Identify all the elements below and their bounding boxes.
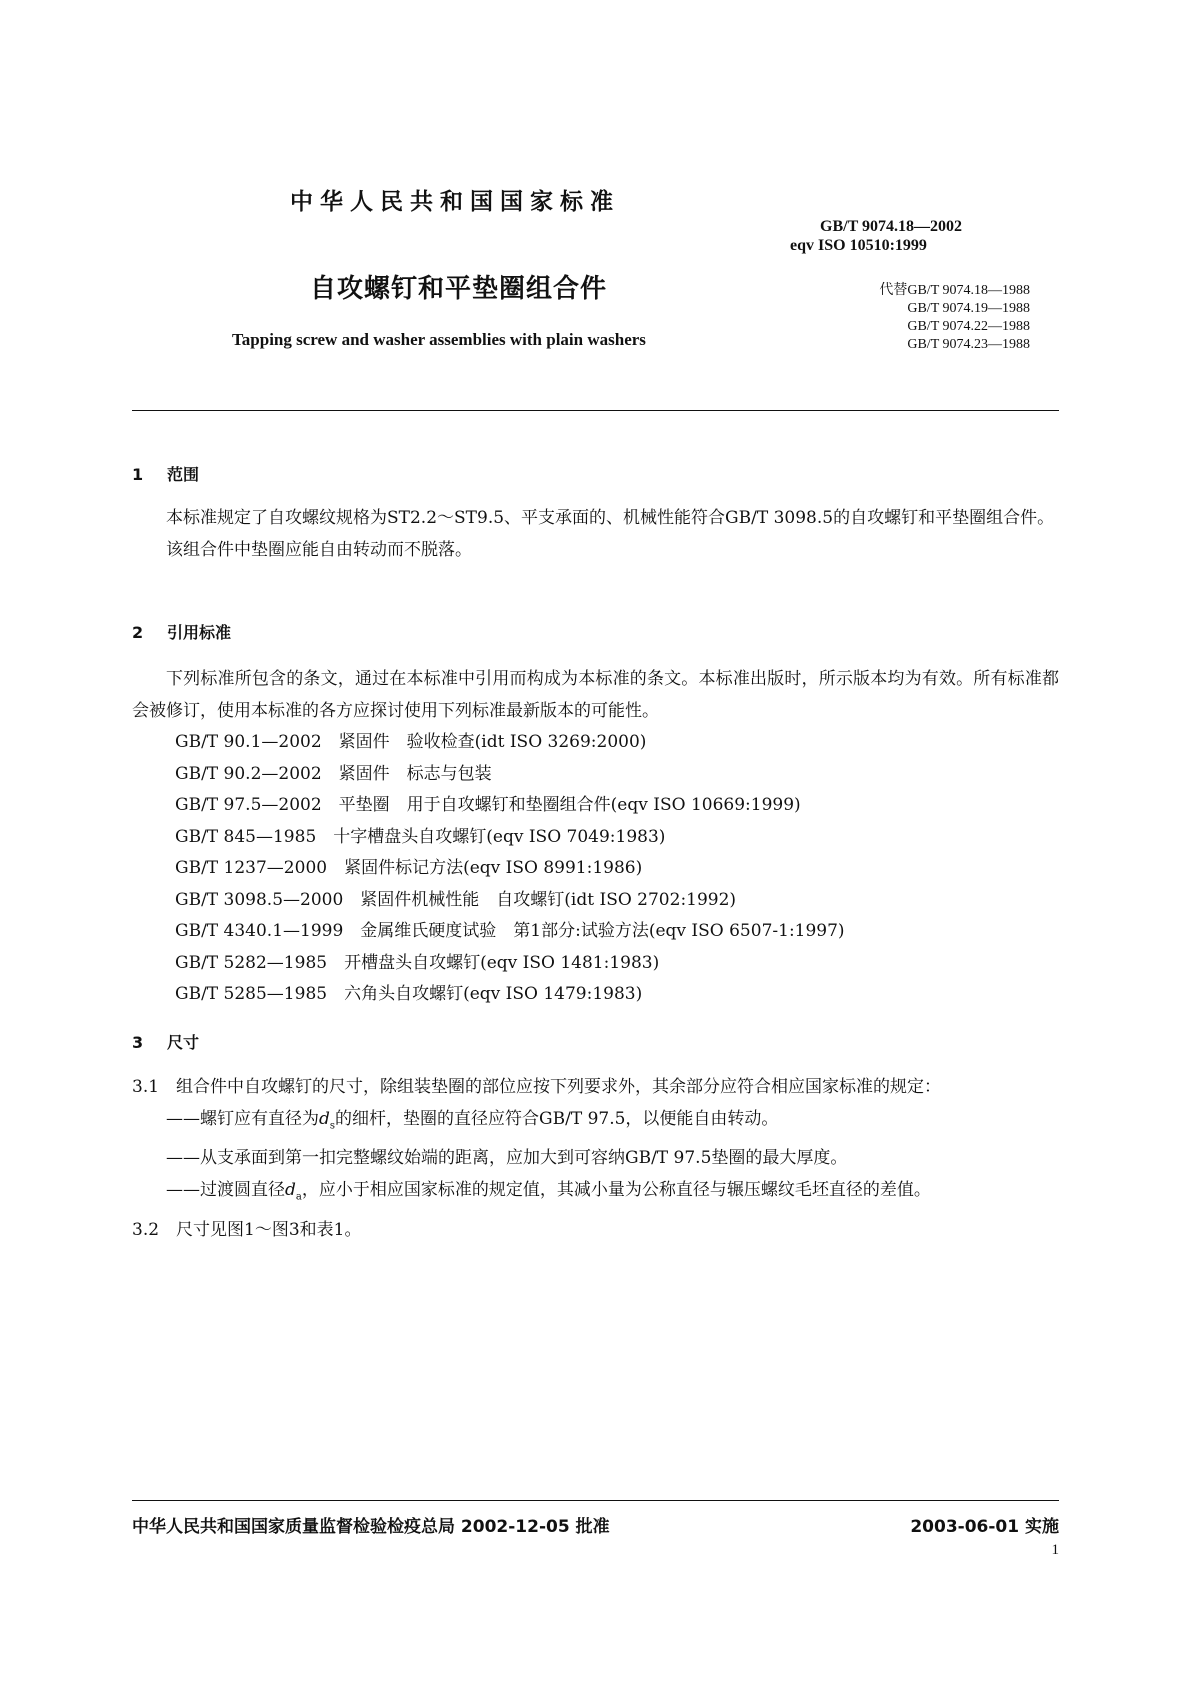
clause-text: 尺寸见图1～图3和表1。 bbox=[176, 1219, 362, 1240]
reference-item: GB/T 4340.1—1999 金属维氏硬度试验 第1部分:试验方法(eqv ISO 6507-1:1997) bbox=[175, 921, 845, 941]
approval-line: 中华人民共和国国家质量监督检验检疫总局 2002-12-05 批准 bbox=[132, 1517, 610, 1537]
replaces-line: GB/T 9074.19—1988 bbox=[907, 301, 1030, 316]
reference-item: GB/T 5285—1985 六角头自攻螺钉(eqv ISO 1479:1983) bbox=[175, 984, 643, 1004]
reference-item: GB/T 90.2—2002 紧固件 标志与包装 bbox=[175, 763, 492, 784]
dash-text: ——过渡圆直径 bbox=[166, 1180, 285, 1201]
symbol: d bbox=[319, 1109, 330, 1129]
section-3-body bbox=[132, 1071, 1059, 1246]
chinese-title: 自攻螺钉和平垫圈组合件 bbox=[310, 274, 608, 304]
clause-text: 组合件中自攻螺钉的尺寸，除组装垫圈的部位应按下列要求外，其余部分应符合相应国家标准的规定： bbox=[176, 1077, 942, 1097]
section-title: 引用标准 bbox=[167, 623, 232, 642]
replaces-line: 代替GB/T 9074.18—1988 bbox=[879, 283, 1030, 298]
national-standard-title: 中华人民共和国国家标准 bbox=[290, 189, 620, 215]
reference-item: GB/T 1237—2000 紧固件标记方法(eqv ISO 8991:1986) bbox=[175, 858, 643, 878]
replaces-line: GB/T 9074.22—1988 bbox=[907, 319, 1030, 334]
footer-divider bbox=[132, 1500, 1059, 1501]
reference-item: GB/T 3098.5—2000 紧固件机械性能 自攻螺钉(idt ISO 2702:1992) bbox=[175, 889, 737, 910]
dash-text: ，应小于相应国家标准的规定值，其减小量为公称直径与辗压螺纹毛坯直径的差值。 bbox=[301, 1180, 931, 1201]
section-title: 尺寸 bbox=[167, 1033, 200, 1052]
section-3-heading bbox=[132, 1030, 199, 1053]
clause-3-2 bbox=[132, 1214, 1059, 1246]
section-1-body bbox=[132, 502, 1059, 566]
dash-text: 的细杆，垫圈的直径应符合GB/T 97.5，以便能自由转动。 bbox=[335, 1109, 779, 1129]
symbol-subscript: s bbox=[329, 1120, 336, 1132]
paragraph: 本标准规定了自攻螺纹规格为ST2.2～ST9.5、平支承面的、机械性能符合GB/T 3098.5的自攻螺钉和平垫圈组合件。 bbox=[166, 508, 1055, 528]
dash-item bbox=[132, 1174, 1059, 1213]
replaces-line: GB/T 9074.23—1988 bbox=[907, 337, 1030, 352]
section-title: 范围 bbox=[167, 465, 200, 484]
paragraph: 下列标准所包含的条文，通过在本标准中引用而构成为本标准的条文。本标准出版时，所示版本均为有效。所有标准都会被修订，使用本标准的各方应探讨使用下列标准最新版本的可能性。 bbox=[132, 669, 1059, 721]
reference-item: GB/T 90.1—2002 紧固件 验收检查(idt ISO 3269:2000) bbox=[175, 732, 647, 752]
section-number: 1 bbox=[132, 465, 144, 484]
page-number: 1 bbox=[1051, 1542, 1059, 1558]
standard-number: GB/T 9074.18—2002 bbox=[820, 218, 962, 235]
dash-text: ——螺钉应有直径为 bbox=[166, 1109, 319, 1129]
effective-date: 2003-06-01 实施 bbox=[910, 1517, 1059, 1537]
dash-item: ——从支承面到第一扣完整螺纹始端的距离，应加大到可容纳GB/T 97.5垫圈的最大厚度。 bbox=[166, 1148, 848, 1169]
paragraph: 该组合件中垫圈应能自由转动而不脱落。 bbox=[166, 540, 472, 560]
section-2-heading bbox=[132, 620, 231, 643]
equivalent-standard: eqv ISO 10510:1999 bbox=[790, 237, 927, 254]
english-title: Tapping screw and washer assemblies with plain washers bbox=[232, 330, 646, 349]
section-2-intro bbox=[132, 663, 1059, 727]
reference-item: GB/T 5282—1985 开槽盘头自攻螺钉(eqv ISO 1481:1983) bbox=[175, 952, 660, 973]
symbol: d bbox=[285, 1180, 296, 1201]
dash-item bbox=[132, 1103, 1059, 1142]
clause-number: 3.2 bbox=[132, 1219, 160, 1240]
header-divider bbox=[132, 410, 1059, 411]
clause-number: 3.1 bbox=[132, 1077, 160, 1097]
clause-3-1 bbox=[132, 1071, 1059, 1103]
reference-item: GB/T 845—1985 十字槽盘头自攻螺钉(eqv ISO 7049:1983) bbox=[175, 826, 666, 847]
reference-list bbox=[175, 727, 1059, 1011]
replaces-block bbox=[800, 282, 1030, 354]
symbol-subscript: a bbox=[295, 1191, 302, 1203]
reference-item: GB/T 97.5—2002 平垫圈 用于自攻螺钉和垫圈组合件(eqv ISO 10669:1999) bbox=[175, 795, 801, 815]
section-1-heading bbox=[132, 462, 199, 485]
section-number: 2 bbox=[132, 623, 144, 642]
section-number: 3 bbox=[132, 1033, 144, 1052]
